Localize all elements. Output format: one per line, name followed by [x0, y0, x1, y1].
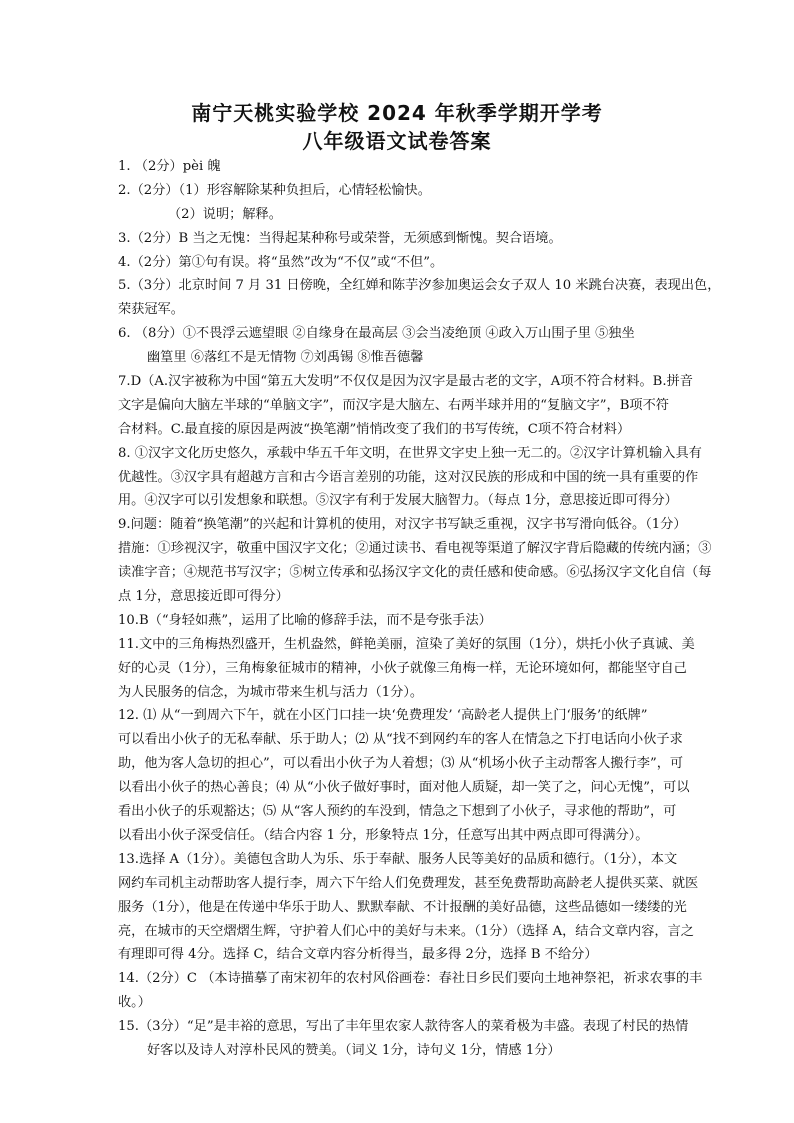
answer-line: 有理即可得 4分。选择 C，结合文章内容分析得当，最多得 2分，选择 B 不给分）	[118, 947, 598, 963]
answer-line: 7.D（A.汉字被称为中国“第五大发明”不仅仅是因为汉字是最古老的文字，A项不符合材料。B.拼音	[118, 374, 693, 390]
document-subtitle: 八年级语文试卷答案	[302, 129, 492, 153]
answer-line: 2.（2分）（1）形容解除某种负担后，心情轻松愉快。	[118, 182, 431, 198]
document-title: 南宁天桃实验学校 2024 年秋季学期开学考	[191, 101, 603, 125]
answer-line: 14.（2分）C （本诗描摹了南宋初年的农村风俗画卷：春社日乡民们要向土地神祭祀，祈求农事的丰	[118, 971, 703, 987]
answer-line: 读准字音；④规范书写汉字；⑤树立传承和弘扬汉字文化的责任感和使命感。⑥弘扬汉字文化自信（每	[118, 565, 712, 581]
answer-line: 以看出小伙子深受信任。（结合内容 1 分，形象特点 1分，任意写出其中两点即可得满分）。	[118, 827, 649, 843]
answer-line: （2）说明；解释。	[168, 206, 282, 222]
answer-line: 6. （8分）①不畏浮云遮望眼 ②自缘身在最高层 ③会当凌绝顶 ④政入万山围子里 ⑤独坐	[118, 326, 635, 342]
answer-line: 网约车司机主动帮助客人提行李，周六下午给人们免费理发，甚至免费帮助高龄老人提供买菜、就医	[118, 875, 699, 891]
answer-line: 可以看出小伙子的无私奉献、乐于助人；⑵ 从“找不到网约车的客人在情急之下打电话向小伙子求	[118, 732, 683, 748]
answer-line: 荣获冠军。	[118, 302, 184, 318]
answer-line: 文字是偏向大脑左半球的“单脑文字”，而汉字是大脑左、右两半球并用的“复脑文字”，B项不符	[118, 397, 669, 413]
answer-line: 好客以及诗人对淳朴民风的赞美。（词义 1分，诗句义 1分，情感 1分）	[147, 1042, 561, 1058]
answer-line: 10.B（“身轻如燕”，运用了比喻的修辞手法，而不是夸张手法）	[118, 612, 492, 628]
answer-line: 12. ⑴ 从“一到周六下午，就在小区门口挂一块‘免费理发’ ‘高龄老人提供上门‘服务’的纸牌”	[118, 708, 648, 724]
answer-line: 13.选择 A（1分）。美德包含助人为乐、乐于奉献、服务人民等美好的品质和德行。（1分），本文	[118, 851, 678, 867]
answer-body	[118, 155, 746, 1063]
answer-line: 3.（2分）B 当之无愧：当得起某种称号或荣誉，无须感到惭愧。契合语境。	[118, 230, 562, 246]
answer-line: 亮，在城市的天空熠熠生辉，守护着人们心中的美好与未来。（1分）（选择 A，结合文章内容，言之	[118, 923, 694, 939]
answer-line: 看出小伙子的乐观豁达；⑸ 从“客人预约的车没到，情急之下想到了小伙子，寻求他的帮助”，可	[118, 804, 677, 820]
answer-line: 以看出小伙子的热心善良；⑷ 从“小伙子做好事时，面对他人质疑，却一笑了之，问心无愧”，可以	[118, 780, 690, 796]
answer-line: 合材料。C.最直接的原因是两波“换笔潮”悄悄改变了我们的书写传统，C项不符合材料）	[118, 421, 631, 437]
answer-line: 11.文中的三角梅热烈盛开，生机盎然，鲜艳美丽，渲染了美好的氛围（1分），烘托小伙子真诚、美	[118, 636, 695, 652]
answer-line: 用。④汉字可以引发想象和联想。⑤汉字有利于发展大脑智力。（每点 1分，意思接近即可得分）	[118, 493, 678, 509]
answer-line: 为人民服务的信念，为城市带来生机与活力（1分）。	[118, 684, 424, 700]
answer-line: 措施：①珍视汉字，敬重中国汉字文化；②通过读书、看电视等渠道了解汉字背后隐藏的传统内涵；③	[118, 541, 712, 557]
answer-line: 5.（3分）北京时间 7 月 31 日傍晚，全红婵和陈芋汐参加奥运会女子双人 10 米跳台决赛，表现出色，	[118, 278, 721, 294]
answer-line: 1. （2分）pèi 魄	[118, 159, 221, 174]
answer-line: 收。）	[118, 995, 151, 1011]
answer-line: 9.问题：随着“换笔潮”的兴起和计算机的使用，对汉字书写缺乏重视，汉字书写滑向低谷。（1分）	[118, 517, 687, 533]
answer-line: 点 1分，意思接近即可得分）	[118, 589, 289, 605]
answer-line: 8. ①汉字文化历史悠久，承载中华五千年文明，在世界文字史上独一无二的。②汉字计算机输入具有	[118, 445, 702, 461]
answer-line: 好的心灵（1分），三角梅象征城市的精神，小伙子就像三角梅一样，无论环境如何，都能坚守自己	[118, 660, 687, 676]
answer-line: 优越性。③汉字具有超越方言和古今语言差别的功能，这对汉民族的形成和中国的统一具有重要的作	[118, 469, 699, 485]
answer-line: 助，他为客人急切的担心”，可以看出小伙子为人着想；⑶ 从“机场小伙子主动帮客人搬行李”，可	[118, 756, 684, 772]
answer-line: 服务（1分），他是在传递中华乐于助人、默默奉献、不计报酬的美好品德，这些品德如一缕缕的光	[118, 899, 687, 915]
answer-line: 15.（3分）“足”是丰裕的意思，写出了丰年里农家人款待客人的菜肴极为丰盛。表现了村民的热情	[118, 1019, 689, 1035]
answer-line: 4.（2分）第①句有误。将“虽然”改为“不仅”或“不但”。	[118, 254, 444, 270]
answer-line: 幽篁里 ⑥落红不是无情物 ⑦刘禹锡 ⑧惟吾德馨	[147, 350, 424, 366]
